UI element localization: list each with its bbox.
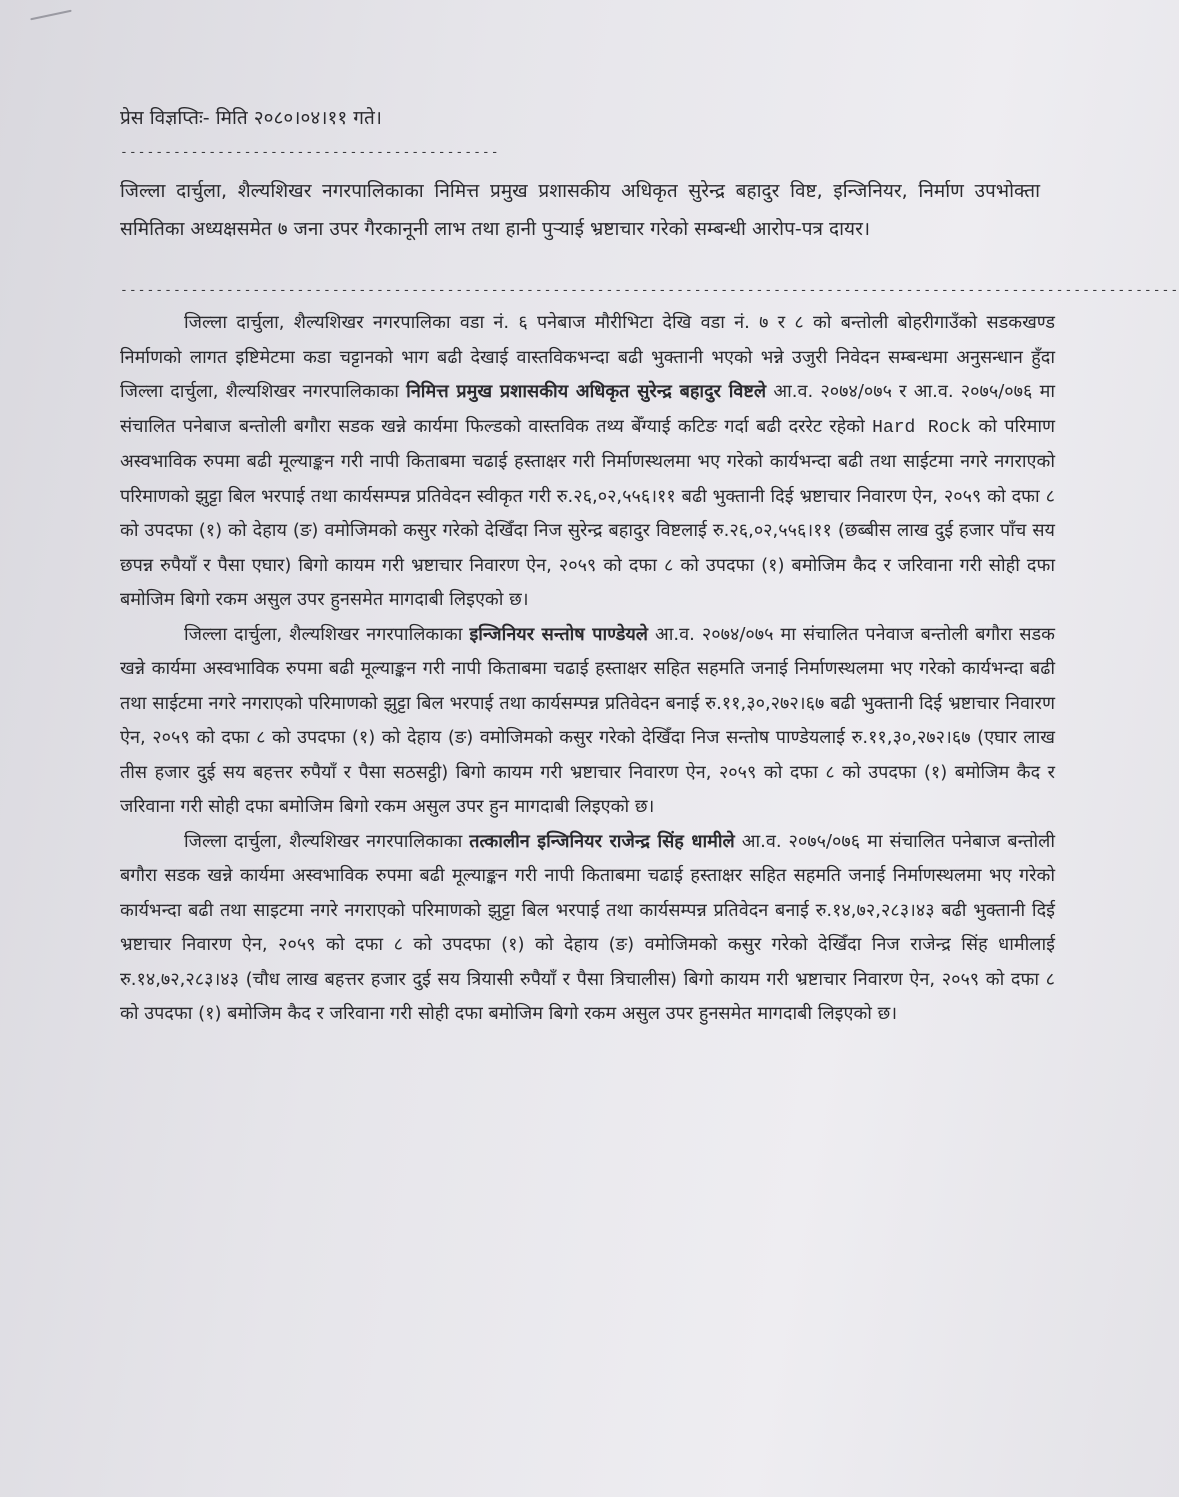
press-release-body (120, 306, 1055, 1032)
paragraph-1-text-a: जिल्ला दार्चुला, शैल्यशिखर नगरपालिका वडा नं. ६ पनेबाज मौरीभिटा देखि वडा नं. ७ र ८ को बन्तोली बोहरीगाउँको सडकखण्ड निर्माणको लागत इष्टिमेटमा कडा चट्टानको भाग बढी देखाई वास्तविकभन्दा बढी भुक्तानी भएको भन्ने उजुरी निवेदन सम्बन्धमा अनुसन्धान हुँदा जिल्ला दार्चुला, शैल्यशिखर नगरपालिकाका (120, 312, 1055, 402)
press-release-subject: जिल्ला दार्चुला, शैल्यशिखर नगरपालिकाका निमित्त प्रमुख प्रशासकीय अधिकृत सुरेन्द्र बहादुर विष्ट, इन्जिनियर, निर्माण उपभोक्ता समितिका अध्यक्षसमेत ७ जना उपर गैरकानूनी लाभ तथा हानी पुऱ्याई भ्रष्टाचार गरेको सम्बन्धी आरोप-पत्र दायर। (120, 180, 1040, 240)
paragraph-3-text-b: आ.व. २०७५/०७६ मा संचालित पनेबाज बन्तोली बगौरा सडक खन्ने कार्यमा अस्वभाविक रुपमा बढी मूल्याङ्कन गरी नापी किताबमा चढाई हस्ताक्षर सहित सहमति जनाई निर्माणस्थलमा भए गरेको कार्यभन्दा बढी तथा साइटमा नगरे नगराएको परिमाणको झुट्टा बिल भरपाई तथा कार्यसम्पन्न प्रतिवेदन बनाई रु.१४,७२,२८३।४३ बढी भुक्तानी दिई भ्रष्टाचार निवारण ऐन, २०५९ को दफा ८ को उपदफा (१) को देहाय (ङ) वमोजिमको कसुर गरेको देखिँदा निज राजेन्द्र सिंह धामीलाई रु.१४,७२,२८३।४३ (चौध लाख बहत्तर हजार दुई सय त्रियासी रुपैयाँ र पैसा त्रिचालीस) बिगो कायम गरी भ्रष्टाचार निवारण ऐन, २०५९ को दफा ८ को उपदफा (१) बमोजिम कैद र जरिवाना गरी सोही दफा बमोजिम बिगो रकम असुल उपर हुनसमेत मागदाबी लिइएको छ। (120, 830, 1055, 1024)
paragraph-2-text-a: जिल्ला दार्चुला, शैल्यशिखर नगरपालिकाका (184, 623, 470, 645)
paragraph-3-accused-name: तत्कालीन इन्जिनियर राजेन्द्र सिंह धामीले (469, 830, 735, 852)
paragraph-1-hard-rock-term: Hard Rock (872, 417, 972, 438)
subject-divider: ------------------------------------------------------------------------------------------------------------------------ (120, 283, 1179, 298)
paragraph-1-accused-name: निमित्त प्रमुख प्रशासकीय अधिकृत सुरेन्द्र बहादुर विष्टले (406, 381, 767, 402)
paragraph-2 (120, 618, 1055, 825)
paragraph-1 (120, 306, 1055, 618)
paragraph-3 (120, 825, 1055, 1032)
paragraph-2-accused-name: इन्जिनियर सन्तोष पाण्डेयले (469, 623, 648, 645)
press-release-header: प्रेस विज्ञप्तिः- मिति २०८०।०४।११ गते। (120, 107, 382, 129)
paragraph-3-text-a: जिल्ला दार्चुला, शैल्यशिखर नगरपालिकाका (184, 830, 470, 852)
paragraph-1-text-c: को परिमाण अस्वभाविक रुपमा बढी मूल्याङ्कन गरी नापी किताबमा चढाई हस्ताक्षर गरी निर्माणस्थलमा भए गरेको कार्यभन्दा बढी तथा साईटमा नगरे नगराएको परिमाणको झुट्टा बिल भरपाई तथा कार्यसम्पन्न प्रतिवेदन स्वीकृत गरी रु.२६,०२,५५६।११ बढी भुक्तानी दिई भ्रष्टाचार निवारण ऐन, २०५९ को दफा ८ को उपदफा (१) को देहाय (ङ) वमोजिमको कसुर गरेको देखिँदा निज सुरेन्द्र बहादुर विष्टलाई रु.२६,०२,५५६।११ (छब्बीस लाख दुई हजार पाँच सय छपन्न रुपैयाँ र पैसा एघार) बिगो कायम गरी भ्रष्टाचार निवारण ऐन, २०५९ को दफा ८ को उपदफा (१) बमोजिम कैद र जरिवाना गरी सोही दफा बमोजिम बिगो रकम असुल उपर हुनसमेत मागदाबी लिइएको छ। (120, 415, 1056, 610)
paragraph-1-text-b: आ.व. २०७४/०७५ र आ.व. २०७५/०७६ मा संचालित पनेबाज बन्तोली बगौरा सडक खन्ने कार्यमा फिल्डको वास्तविक तथ्य बेँग्याई कटिङ गर्दा बढी दररेट रहेको (120, 381, 1055, 437)
paragraph-2-text-b: आ.व. २०७४/०७५ मा संचालित पनेवाज बन्तोली बगौरा सडक खन्ने कार्यमा अस्वभाविक रुपमा बढी मूल्याङ्कन गरी नापी किताबमा चढाई हस्ताक्षर सहित सहमति जनाई निर्माणस्थलमा भए गरेको कार्यभन्दा बढी तथा साईटमा नगरे नगराएको परिमाणको झुट्टा बिल भरपाई तथा कार्यसम्पन्न प्रतिवेदन बनाई रु.११,३०,२७२।६७ बढी भुक्तानी दिई भ्रष्टाचार निवारण ऐन, २०५९ को दफा ८ को उपदफा (१) को देहाय (ङ) वमोजिमको कसुर गरेको देखिँदा निज सन्तोष पाण्डेयलाई रु.११,३०,२७२।६७ (एघार लाख तीस हजार दुई सय बहत्तर रुपैयाँ र पैसा सठसट्ठी) बिगो कायम गरी भ्रष्टाचार निवारण ऐन, २०५९ को दफा ८ को उपदफा (१) बमोजिम कैद र जरिवाना गरी सोही दफा बमोजिम बिगो रकम असुल उपर हुन मागदाबी लिइएको छ। (120, 623, 1055, 817)
pen-mark (30, 10, 71, 21)
header-divider: ------------------------------------------- (120, 145, 500, 160)
